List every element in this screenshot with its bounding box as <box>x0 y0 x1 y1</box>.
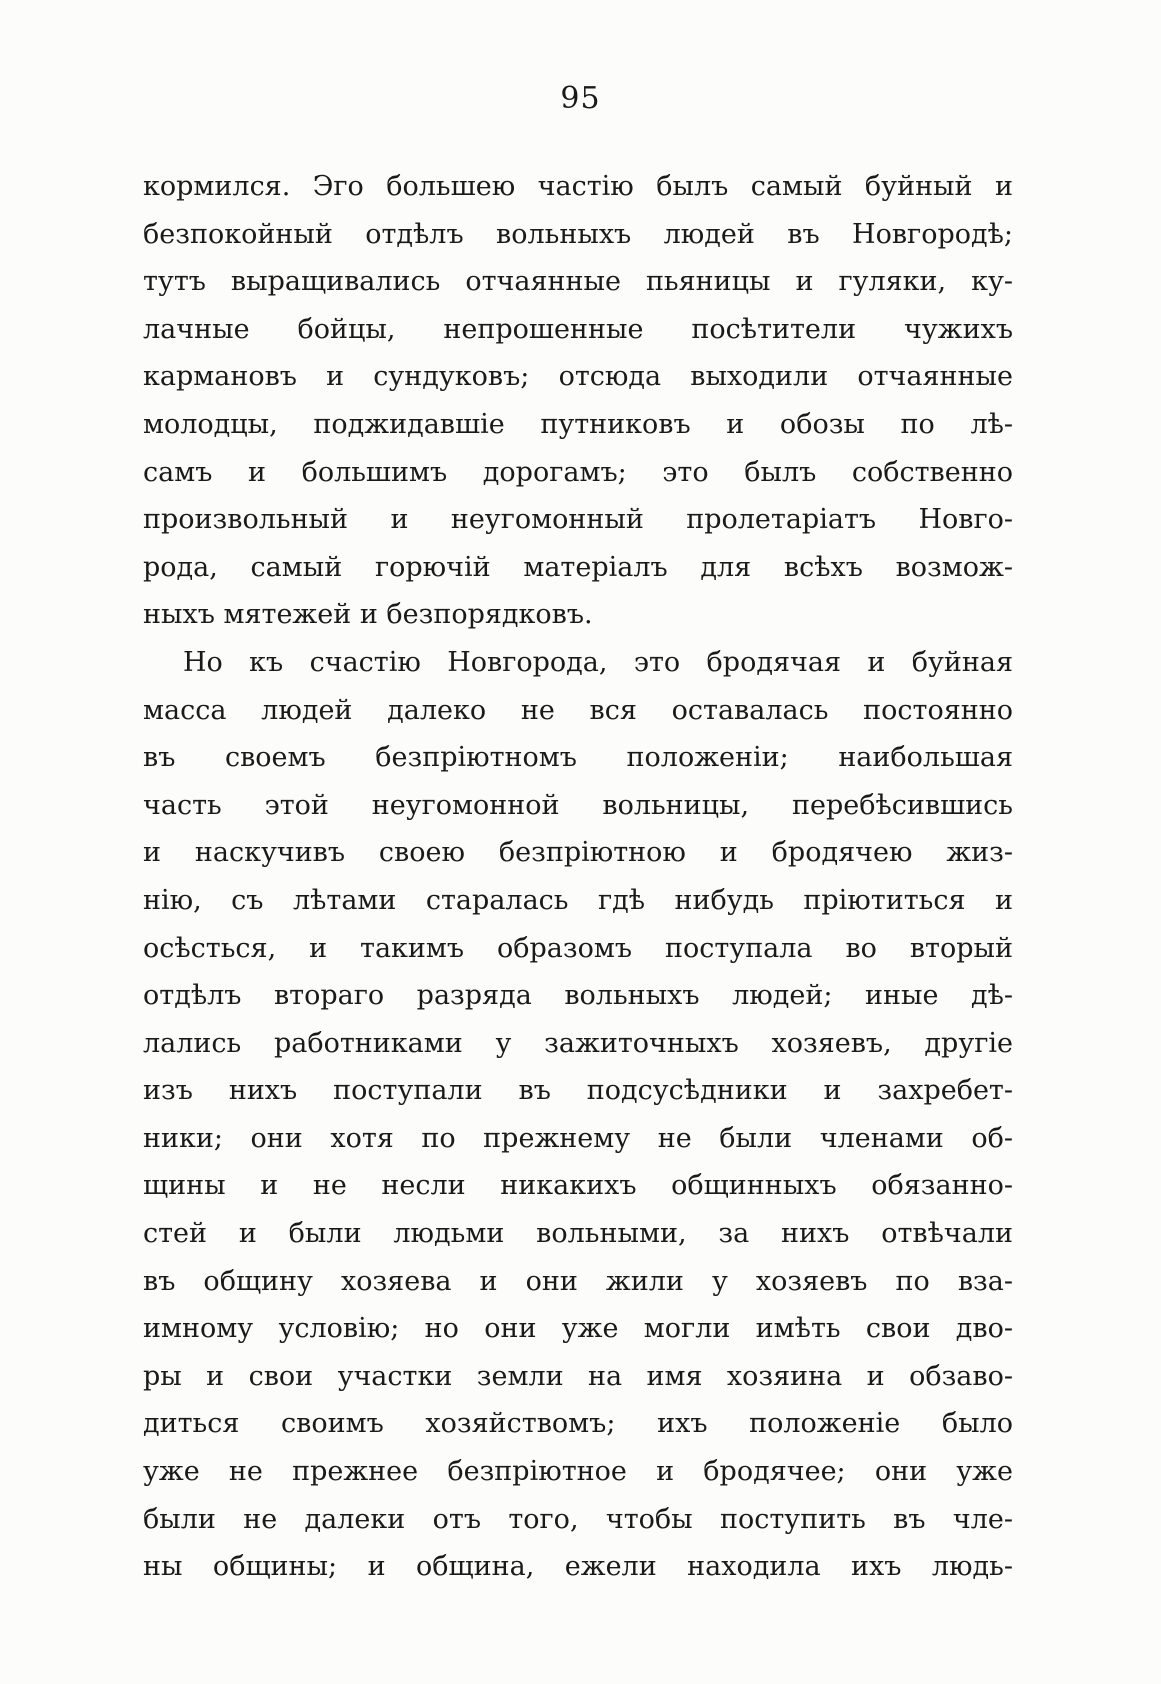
text-line: самъ и большимъ дорогамъ; это былъ собственно <box>143 456 1013 488</box>
text-line: масса людей далеко не вся оставалась постоянно <box>143 694 1013 726</box>
text-line: рода, самый горючій матеріалъ для всѣхъ возмож- <box>143 551 1013 583</box>
paragraph-start-line: Но къ счастію Новгорода, это бродячая и буйная <box>183 646 1013 678</box>
text-line: лались работниками у зажиточныхъ хозяевъ, другіе <box>143 1027 1013 1059</box>
text-line: имному условію; но они уже могли имѣть свои дво- <box>143 1313 1013 1345</box>
text-line: стей и были людьми вольными, за нихъ отвѣчали <box>143 1218 1013 1250</box>
text-line: безпокойный отдѣлъ вольныхъ людей въ Новгородѣ; <box>143 218 1013 250</box>
text-line: кормился. Эго большею частію былъ самый буйный и <box>143 171 1013 202</box>
text-line: уже не прежнее безпріютное и бродячее; они уже <box>143 1456 1013 1488</box>
text-line: лачные бойцы, непрошенные посѣтители чужихъ <box>143 313 1013 345</box>
page-number: 95 <box>560 81 601 116</box>
text-line: были не далеки отъ того, чтобы поступить въ чле- <box>143 1503 1013 1535</box>
text-line: часть этой неугомонной вольницы, перебѣсившись <box>143 789 1013 821</box>
text-line: ры и свои участки земли на имя хозяина и обзаво- <box>143 1360 1013 1392</box>
text-line: тутъ выращивались отчаянные пьяницы и гуляки, ку- <box>143 266 1013 298</box>
text-line: изъ нихъ поступали въ подсусѣдники и захребет- <box>143 1075 1013 1107</box>
text-line: произвольный и неугомонный пролетаріатъ Новго- <box>143 504 1013 536</box>
text-line: отдѣлъ втораго разряда вольныхъ людей; иные дѣ- <box>143 980 1013 1012</box>
body-text <box>143 163 1013 1591</box>
text-line: въ общину хозяева и они жили у хозяевъ по вза- <box>143 1265 1013 1297</box>
text-line: ны общины; и община, ежели находила ихъ людь- <box>143 1551 1013 1583</box>
text-line: и наскучивъ своею безпріютною и бродячею жиз- <box>143 837 1013 869</box>
text-line: диться своимъ хозяйствомъ; ихъ положеніе было <box>143 1408 1013 1440</box>
text-line: кармановъ и сундуковъ; отсюда выходили отчаянные <box>143 361 1013 393</box>
text-line: молодцы, поджидавшіе путниковъ и обозы по лѣ- <box>143 408 1013 440</box>
paragraph-end-line: ныхъ мятежей и безпорядковъ. <box>143 599 593 631</box>
text-line: щины и не несли никакихъ общинныхъ обязанно- <box>143 1170 1013 1202</box>
text-line: осѣсться, и такимъ образомъ поступала во вторый <box>143 932 1013 964</box>
text-line: ники; они хотя по прежнему не были членами об- <box>143 1122 1013 1154</box>
text-line: въ своемъ безпріютномъ положеніи; наибольшая <box>143 742 1013 774</box>
text-line: нію, съ лѣтами старалась гдѣ нибудь пріютиться и <box>143 884 1013 916</box>
